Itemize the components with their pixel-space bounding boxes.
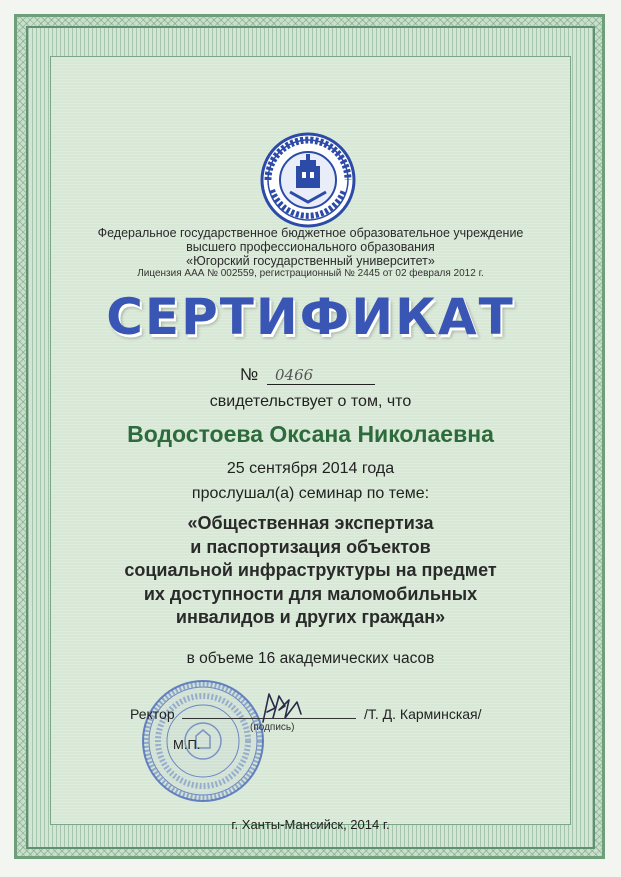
certificate-number-value: 0466 xyxy=(267,366,375,385)
license-text: Лицензия ААА № 002559, регистрационный № 2445 от 02 февраля 2012 г. xyxy=(137,268,484,279)
handwritten-signature xyxy=(255,688,305,728)
topic-line: инвалидов и других граждан» xyxy=(175,607,446,627)
university-seal-logo xyxy=(260,132,356,228)
mp-label: М.П. xyxy=(173,737,201,752)
signature-caption: (подпись) xyxy=(250,722,295,733)
city-year: г. Ханты-Мансийск, 2014 г. xyxy=(231,817,390,832)
topic-line: и паспортизация объектов xyxy=(190,536,431,557)
organization-line-1: Федеральное государственное бюджетное образовательное учреждение xyxy=(97,226,524,240)
topic-line: социальной инфраструктуры на предмет xyxy=(124,560,497,580)
hours-text: в объеме 16 академических часов xyxy=(186,650,435,667)
certificate-title: СЕРТИФИКАТ xyxy=(106,288,515,346)
attended-text: прослушал(а) семинар по теме: xyxy=(191,485,430,502)
topic-line: «Общественная экспертиза xyxy=(187,513,434,533)
number-label: № xyxy=(240,365,259,384)
certifies-text: свидетельствует о том, что xyxy=(209,393,412,410)
organization-line-3: «Югорский государственный университет» xyxy=(186,254,435,268)
topic-line: их доступности для маломобильных xyxy=(143,583,478,604)
organization-line-2: высшего профессионального образования xyxy=(186,240,435,254)
rector-label: Ректор xyxy=(130,706,175,722)
official-stamp xyxy=(140,678,266,804)
certificate-number-row xyxy=(240,365,375,385)
rector-name: /Т. Д. Карминская/ xyxy=(364,706,482,722)
seminar-topic xyxy=(70,512,551,630)
recipient-name: Водостоева Оксана Николаевна xyxy=(127,421,494,447)
seminar-date: 25 сентября 2014 года xyxy=(226,460,395,477)
